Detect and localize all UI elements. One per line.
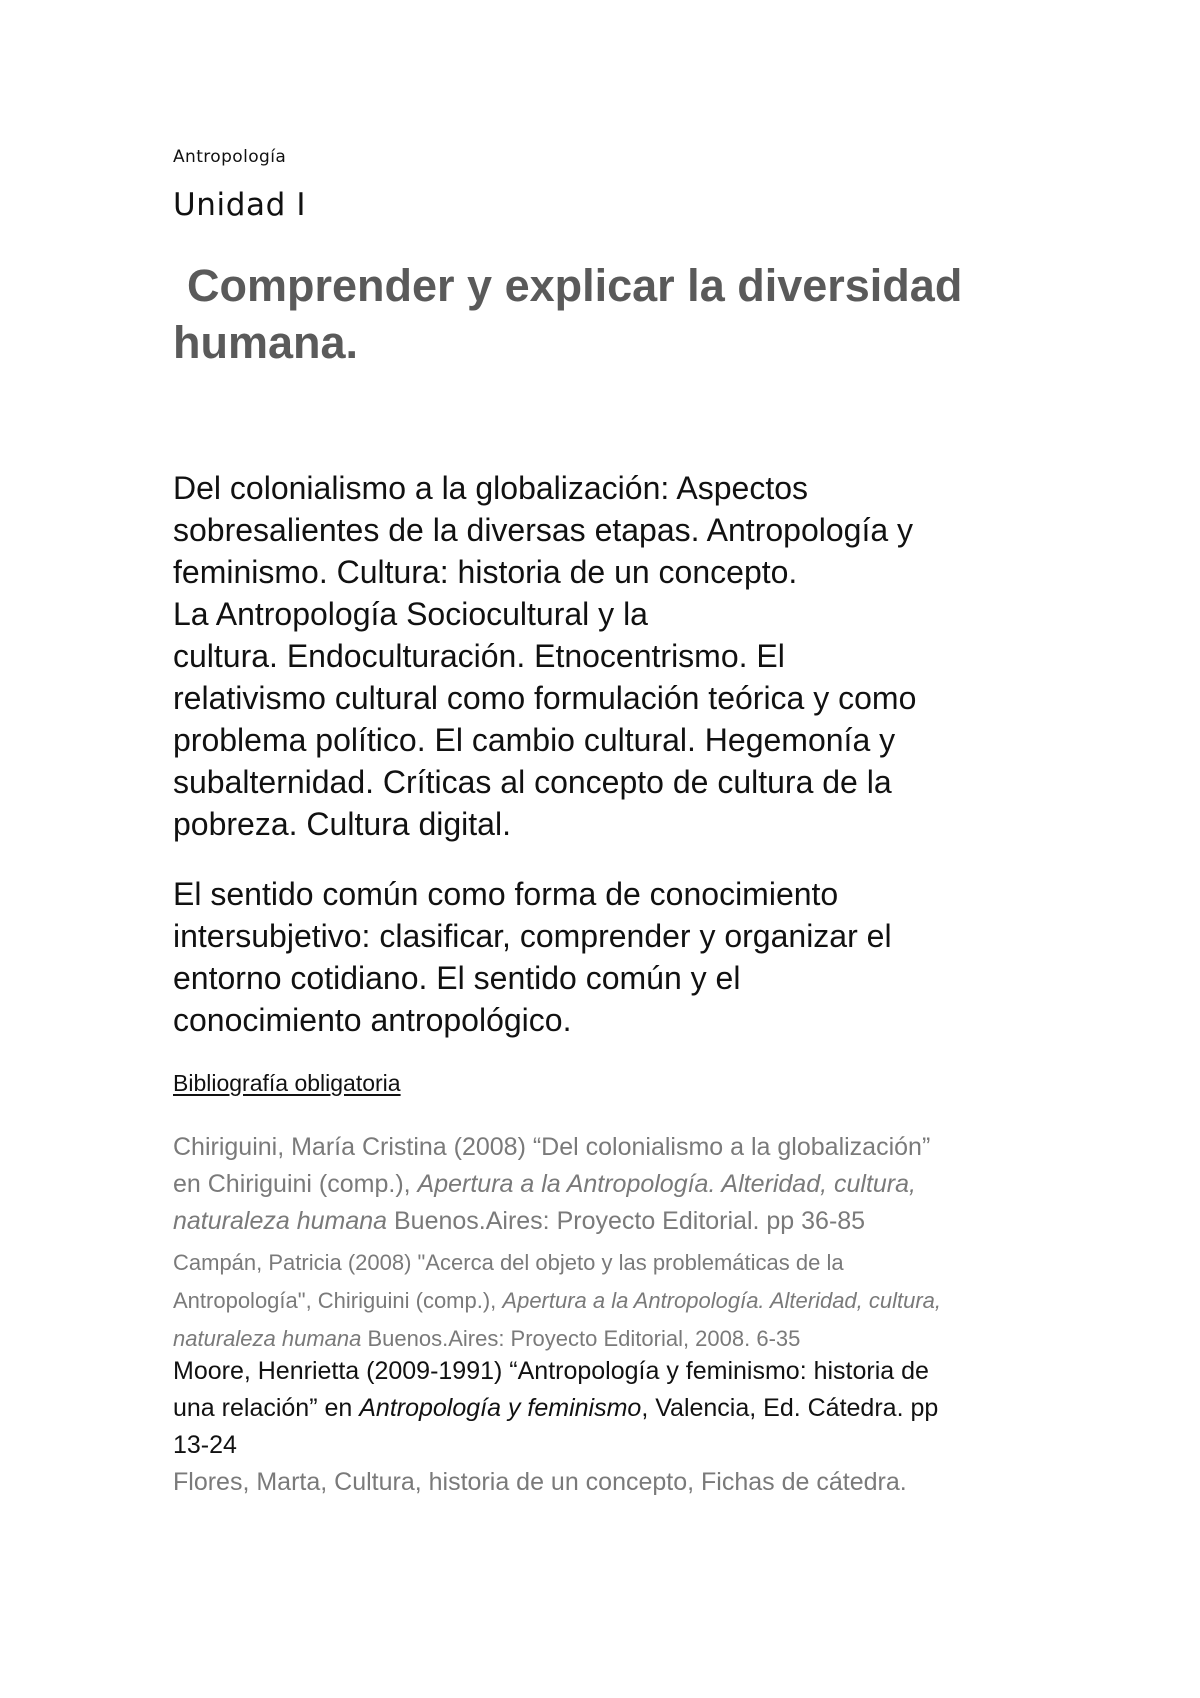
reference-4-line-1: Flores, Marta, Cultura, historia de un concepto, Fichas de cátedra. bbox=[173, 1468, 907, 1496]
paragraph-1-line: pobreza. Cultura digital. bbox=[173, 806, 511, 842]
reference-1-line-1: Chiriguini, María Cristina (2008) “Del colonialismo a la globalización” bbox=[173, 1133, 931, 1161]
reference-2-line-1: Campán, Patricia (2008) "Acerca del objeto y las problemáticas de la bbox=[173, 1250, 844, 1275]
unit-label: Unidad I bbox=[173, 187, 307, 223]
reference-2-line-3: naturaleza humana Buenos.Aires: Proyecto Editorial, 2008. 6-35 bbox=[173, 1326, 801, 1351]
page-title-line-2: humana. bbox=[173, 317, 359, 368]
paragraph-1-line: feminismo. Cultura: historia de un concepto. bbox=[173, 554, 798, 590]
reference-1-book-title-cont: naturaleza humana bbox=[173, 1207, 388, 1235]
paragraph-1-line: sobresalientes de la diversas etapas. Antropología y bbox=[173, 512, 914, 548]
reference-1-line-3: naturaleza humana Buenos.Aires: Proyecto Editorial. pp 36-85 bbox=[173, 1207, 866, 1235]
reference-3-line-1: Moore, Henrietta (2009-1991) “Antropología y feminismo: historia de bbox=[173, 1357, 929, 1385]
paragraph-2-line: El sentido común como forma de conocimiento bbox=[173, 876, 839, 912]
paragraph-2-line: intersubjetivo: clasificar, comprender y organizar el bbox=[173, 918, 892, 954]
paragraph-1-line: Del colonialismo a la globalización: Aspectos bbox=[173, 470, 809, 506]
paragraph-1-line: cultura. Endoculturación. Etnocentrismo. El bbox=[173, 638, 785, 674]
paragraph-1-line: relativismo cultural como formulación teórica y como bbox=[173, 680, 917, 716]
paragraph-1-line: La Antropología Sociocultural y la bbox=[173, 596, 648, 632]
reference-2-book-title: Apertura a la Antropología. Alteridad, cultura, bbox=[502, 1288, 942, 1313]
paragraph-2-line: conocimiento antropológico. bbox=[173, 1002, 572, 1038]
reference-1-line-2: en Chiriguini (comp.), Apertura a la Antropología. Alteridad, cultura, bbox=[173, 1170, 916, 1198]
page-title-line-1: Comprender y explicar la diversidad bbox=[187, 260, 963, 311]
reference-2-book-title-cont: naturaleza humana bbox=[173, 1326, 362, 1351]
reference-3-book-title: Antropología y feminismo bbox=[359, 1394, 642, 1422]
reference-1-book-title: Apertura a la Antropología. Alteridad, cultura, bbox=[417, 1170, 916, 1198]
paragraph-1-line: subalternidad. Críticas al concepto de cultura de la bbox=[173, 764, 892, 800]
paragraph-2-line: entorno cotidiano. El sentido común y el bbox=[173, 960, 741, 996]
reference-3-line-2: una relación” en Antropología y feminismo, Valencia, Ed. Cátedra. pp bbox=[173, 1394, 939, 1422]
reference-2-line-2: Antropología", Chiriguini (comp.), Apertura a la Antropología. Alteridad, cultura, bbox=[173, 1288, 942, 1313]
reference-3-line-3: 13-24 bbox=[173, 1431, 237, 1459]
bibliography-heading: Bibliografía obligatoria bbox=[173, 1070, 401, 1096]
course-subject: Antropología bbox=[173, 147, 287, 167]
paragraph-1-line: problema político. El cambio cultural. Hegemonía y bbox=[173, 722, 896, 758]
